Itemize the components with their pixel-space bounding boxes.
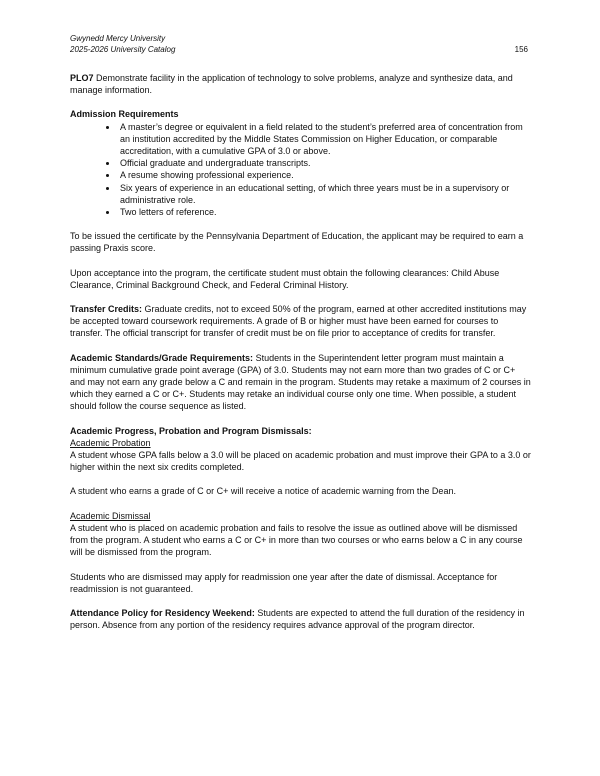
attendance-text: Students are expected to attend the full duration of the residency in person. Absence from any portion of the residency requires advance approval of the program director. (70, 607, 525, 631)
probation-heading: Academic Probation (70, 437, 151, 448)
probation-paragraph: A student whose GPA falls below a 3.0 will be placed on academic probation and must improve their GPA to a 3.0 or higher within the next six credits completed. (70, 450, 531, 473)
admission-item: • Two letters of reference. (118, 206, 532, 218)
readmission-paragraph: Students who are dismissed may apply for readmission one year after the date of dismissal. Acceptance for readmission is not guaranteed. (70, 571, 498, 594)
attendance-label: Attendance Policy for Residency Weekend: (70, 607, 255, 618)
transfer-text: Graduate credits, not to exceed 50% of the program, earned at other accredited institutions may be accepted toward coursework requirements. A grade of B or higher must have been earned for courses to transfer. The official transcript for transfer of credit must be on file prior to acceptance of credits for transfer. (70, 304, 527, 339)
standards-paragraph (70, 352, 532, 413)
admission-item: • Official graduate and undergraduate transcripts. (118, 157, 532, 169)
clearances-paragraph: Upon acceptance into the program, the certificate student must obtain the following clearances: Child Abuse Clearance, Criminal Background Check, and Federal Criminal History. (70, 267, 500, 290)
admission-item: • A master’s degree or equivalent in a field related to the student’s preferred area of concentration from an institution accredited by the Middle States Commission on Higher Education, or comparable accreditation, with a cumulative GPA of 3.0 or above. (118, 121, 532, 158)
standards-label: Academic Standards/Grade Requirements: (70, 352, 254, 363)
page-header (70, 33, 175, 55)
catalog-title: 2025-2026 University Catalog (70, 45, 176, 54)
dismissal-paragraph: A student who is placed on academic probation and fails to resolve the issue as outlined above will be dismissed from the program. A student who earns a C or C+ in more than two courses or who earns below a C in any course will be dismissed from the program. (70, 522, 523, 558)
progress-title: Academic Progress, Probation and Program Dismissals: (70, 425, 312, 436)
admission-item: • Six years of experience in an educational setting, of which three years must be in a supervisory or administrative role. (118, 182, 532, 206)
admission-list (70, 121, 532, 219)
certificate-paragraph: To be issued the certificate by the Pennsylvania Department of Education, the applicant may be required to earn a passing Praxis score. (70, 231, 524, 254)
page-number: 156 (514, 45, 528, 54)
standards-text: Students in the Superintendent letter program must maintain a minimum cumulative grade point average (GPA) of 3.0. Students may not earn more than two grades of C or C+ and may not earn any grade below a C and remain in the program. Students may retake a maximum of 2 courses in which they earned a C or C+. Students may retake an individual course only one time. When possible, a student should follow the course sequence as listed. (70, 352, 531, 412)
university-name: Gwynedd Mercy University (70, 34, 166, 43)
plo7-label: PLO7 (70, 73, 94, 83)
attendance-paragraph (70, 607, 532, 631)
page-content (70, 72, 532, 643)
admission-item: • A resume showing professional experience. (118, 169, 532, 181)
plo7-paragraph (70, 72, 532, 96)
plo7-text: Demonstrate facility in the application of technology to solve problems, analyze and synthesize data, and manage information. (70, 73, 513, 96)
transfer-label: Transfer Credits: (70, 304, 143, 315)
transfer-paragraph (70, 303, 532, 340)
dismissal-heading: Academic Dismissal (70, 510, 151, 521)
admission-title: Admission Requirements (70, 109, 179, 120)
warning-paragraph: A student who earns a grade of C or C+ will receive a notice of academic warning from the Dean. (70, 486, 456, 497)
